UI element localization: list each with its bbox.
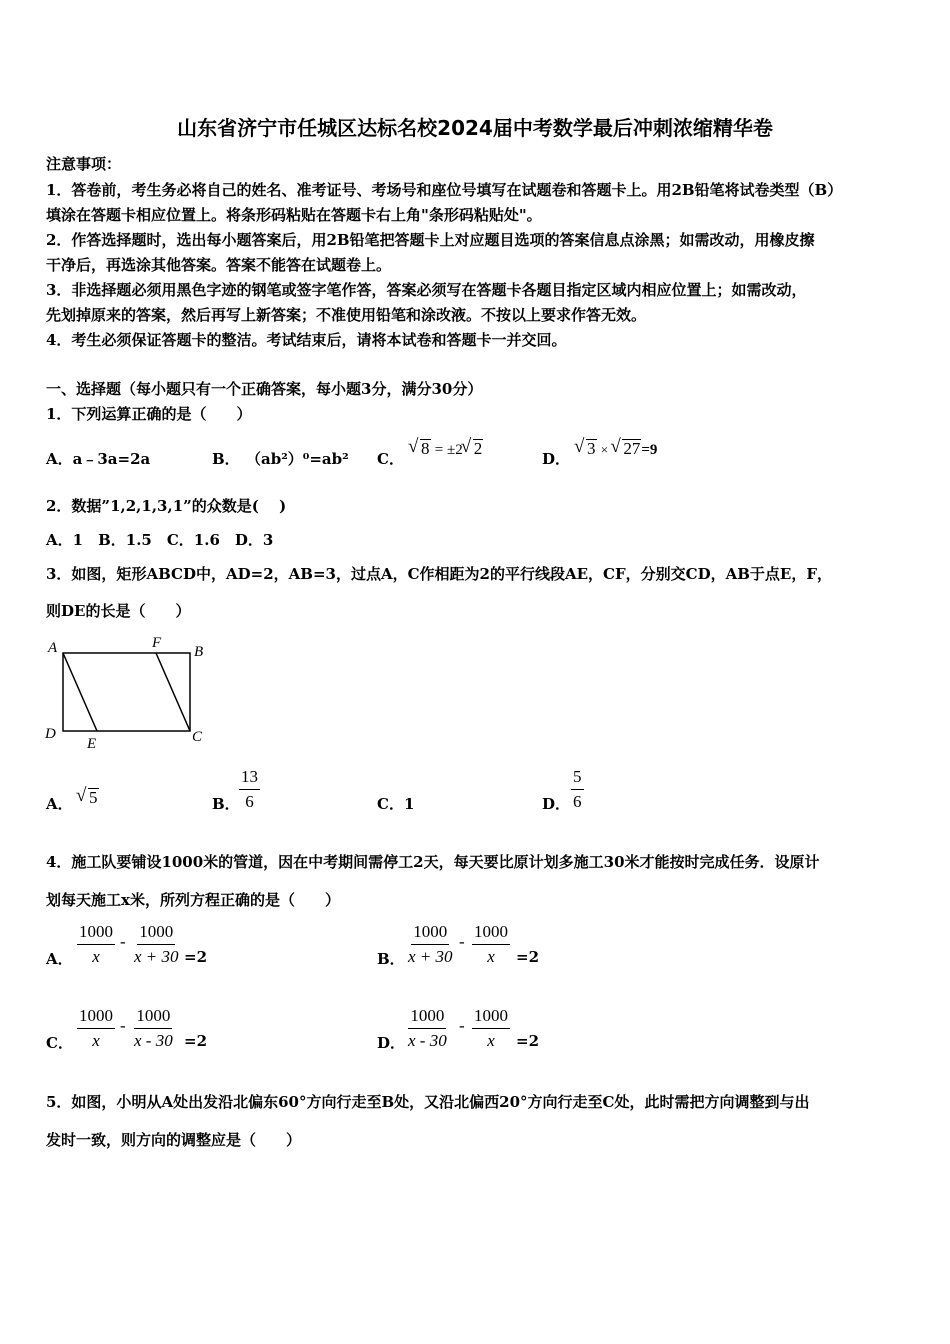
q5-stem-line1: 5．如图，小明从A处出发沿北偏东60°方向行走至B处，又沿北偏西20°方向行走至C处，此时需把方向调整到与出 (46, 1093, 810, 1111)
q3-option-b-label: B． (212, 795, 240, 813)
section-heading: 一、选择题（每小题只有一个正确答案，每小题3分，满分30分） (46, 380, 483, 398)
q1-option-c-label: C． (377, 450, 404, 468)
point-label-f: F (152, 635, 162, 651)
q1-stem: 1．下列运算正确的是（ ） (46, 405, 252, 423)
rectangle-abcd (63, 653, 190, 731)
q1-option-d: √ 3 × √ 27=9 (576, 439, 657, 459)
point-label-b: B (194, 644, 204, 660)
q4-option-b-label: B． (377, 950, 405, 968)
q1-option-d-label: D． (542, 450, 571, 468)
q4-option-b-fraction-left: $\frac{1000}{x + 30}$ (408, 922, 453, 966)
q4-option-a-label: A． (46, 950, 73, 968)
notice-line: 干净后，再选涂其他答案。答案不能答在试题卷上。 (46, 256, 392, 274)
q4-option-d-eq: =2 (516, 1032, 540, 1050)
segment-ae (63, 653, 97, 731)
point-label-d: D (45, 726, 56, 742)
notice-heading: 注意事项： (46, 155, 122, 173)
q4-option-b-minus: - (459, 932, 465, 951)
q4-option-d-fraction-left: $\frac{1000}{x - 30}$ (408, 1006, 447, 1050)
q1-option-a: A．a﹣3a=2a (46, 450, 151, 468)
q2-options: A．1 B．1.5 C．1.6 D．3 (46, 531, 274, 549)
q4-stem-line2: 划每天施工x米，所列方程正确的是（ ） (46, 891, 340, 909)
q4-option-d-fraction-right: $\frac{1000}{x}$ (474, 1006, 508, 1050)
q4-option-d-minus: - (459, 1016, 465, 1035)
q4-stem-line1: 4．施工队要铺设1000米的管道，因在中考期间需停工2天，每天要比原计划多施工30米才能按时完成任务．设原计 (46, 853, 820, 871)
notice-line: 3．非选择题必须用黑色字迹的钢笔或签字笔作答，答案必须写在答题卡各题目指定区域内相应位置上；如需改动， (46, 281, 807, 299)
q2-stem: 2．数据”1,2,1,3,1”的众数是( ) (46, 497, 287, 515)
notice-line: 先划掉原来的答案，然后再写上新答案；不准使用铅笔和涂改液。不按以上要求作答无效。 (46, 306, 647, 324)
point-label-a: A (48, 640, 58, 656)
q3-option-d-label: D． (542, 795, 571, 813)
q3-stem-line1: 3．如图，矩形ABCD中，AD=2，AB=3，过点A，C作相距为2的平行线段AE，CF，分别交CD，AB于点E，F， (46, 565, 832, 583)
q1-option-c: √ 8 = ±2√ 2 (410, 439, 483, 459)
notice-line: 1．答卷前，考生务必将自己的姓名、准考证号、考场号和座位号填写在试题卷和答题卡上。用2B铅笔将试卷类型（B） (46, 181, 843, 199)
point-label-e: E (87, 736, 97, 752)
q4-option-c-label: C． (46, 1034, 73, 1052)
q4-option-b-eq: =2 (516, 948, 540, 966)
q4-option-c-fraction-left: $\frac{1000}{x}$ (79, 1006, 113, 1050)
notice-line: 填涂在答题卡相应位置上。将条形码粘贴在答题卡右上角"条形码粘贴处"。 (46, 206, 542, 224)
point-label-c: C (192, 729, 203, 745)
q3-option-a-label: A． (46, 795, 73, 813)
q4-option-a-fraction-left: $\frac{1000}{x}$ (79, 922, 113, 966)
q1-option-b-label: B． (212, 450, 240, 468)
q3-option-a: √ 5 (78, 788, 99, 808)
q3-stem-line2: 则DE的长是（ ） (46, 602, 191, 620)
segment-cf (156, 653, 190, 731)
q4-option-c-fraction-right: $\frac{1000}{x - 30}$ (134, 1006, 173, 1050)
q4-option-a-eq: =2 (184, 948, 208, 966)
q4-option-c-eq: =2 (184, 1032, 208, 1050)
notice-line: 4．考生必须保证答题卡的整洁。考试结束后，请将本试卷和答题卡一并交回。 (46, 331, 567, 349)
q4-option-b-fraction-right: $\frac{1000}{x}$ (474, 922, 508, 966)
exam-title: 山东省济宁市任城区达标名校2024届中考数学最后冲刺浓缩精华卷 (177, 116, 773, 140)
q1-option-b: （ab²）⁰=ab² (246, 450, 349, 468)
q3-option-c: C．1 (377, 795, 415, 813)
q3-option-b-fraction: $\frac{13}{6}$ (241, 767, 258, 811)
q4-option-c-minus: - (120, 1016, 126, 1035)
q3-option-d-fraction: $\frac{5}{6}$ (573, 767, 582, 811)
notice-line: 2．作答选择题时，选出每小题答案后，用2B铅笔把答题卡上对应题目选项的答案信息点涂黑；如需改动，用橡皮擦 (46, 231, 815, 249)
q4-option-a-minus: - (120, 932, 126, 951)
q4-option-a-fraction-right: $\frac{1000}{x + 30}$ (134, 922, 179, 966)
q5-stem-line2: 发时一致，则方向的调整应是（ ） (46, 1131, 302, 1149)
q4-option-d-label: D． (377, 1034, 406, 1052)
rectangle-abcd-figure (40, 634, 215, 752)
